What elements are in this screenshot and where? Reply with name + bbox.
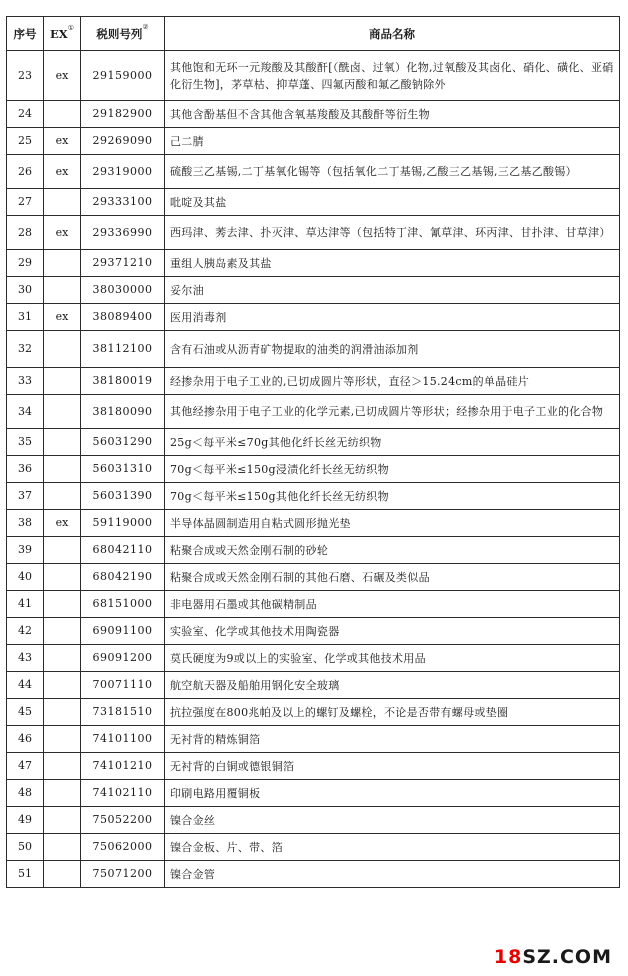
table-row [7,591,620,618]
cell-ex [44,189,81,216]
cell-code: 75062000 [81,834,165,861]
cell-code: 68042190 [81,564,165,591]
cell-code: 56031290 [81,429,165,456]
cell-seq: 30 [7,277,44,304]
cell-ex [44,250,81,277]
cell-name: 己二腈 [165,128,620,155]
cell-code: 29319000 [81,155,165,189]
cell-ex [44,101,81,128]
cell-code: 56031390 [81,483,165,510]
cell-seq: 23 [7,51,44,101]
site-watermark [494,946,612,968]
cell-code: 75052200 [81,807,165,834]
cell-seq: 31 [7,304,44,331]
cell-name: 无衬背的精炼铜箔 [165,726,620,753]
cell-seq: 37 [7,483,44,510]
cell-code: 29371210 [81,250,165,277]
cell-code: 74101100 [81,726,165,753]
table-row [7,395,620,429]
cell-seq: 33 [7,368,44,395]
cell-ex: ex [44,304,81,331]
cell-code: 69091100 [81,618,165,645]
cell-name: 无衬背的白铜或德银铜箔 [165,753,620,780]
cell-code: 29333100 [81,189,165,216]
cell-seq: 48 [7,780,44,807]
cell-seq: 43 [7,645,44,672]
cell-seq: 50 [7,834,44,861]
cell-code: 38180019 [81,368,165,395]
cell-ex: ex [44,128,81,155]
cell-ex [44,456,81,483]
cell-seq: 51 [7,861,44,888]
cell-ex [44,645,81,672]
cell-ex [44,537,81,564]
cell-name: 粘聚合成或天然金刚石制的砂轮 [165,537,620,564]
cell-name: 航空航天器及船舶用钢化安全玻璃 [165,672,620,699]
cell-seq: 25 [7,128,44,155]
cell-seq: 34 [7,395,44,429]
header-row [7,17,620,51]
table-row [7,726,620,753]
watermark-part-b: SZ.COM [522,946,612,968]
cell-name: 含有石油或从沥青矿物提取的油类的润滑油添加剂 [165,331,620,368]
table-row [7,807,620,834]
cell-name: 70g＜每平米≤150g浸渍化纤长丝无纺织物 [165,456,620,483]
table-row [7,101,620,128]
cell-code: 59119000 [81,510,165,537]
cell-code: 56031310 [81,456,165,483]
table-row [7,483,620,510]
cell-seq: 24 [7,101,44,128]
cell-ex: ex [44,155,81,189]
table-row [7,861,620,888]
cell-seq: 35 [7,429,44,456]
table-row [7,564,620,591]
cell-ex [44,429,81,456]
cell-name: 实验室、化学或其他技术用陶瓷器 [165,618,620,645]
cell-seq: 42 [7,618,44,645]
cell-ex: ex [44,510,81,537]
cell-ex [44,564,81,591]
cell-code: 68042110 [81,537,165,564]
cell-seq: 49 [7,807,44,834]
cell-seq: 46 [7,726,44,753]
table-row [7,277,620,304]
table-row [7,645,620,672]
cell-name: 70g＜每平米≤150g其他化纤长丝无纺织物 [165,483,620,510]
table-row [7,216,620,250]
cell-name: 重组人胰岛素及其盐 [165,250,620,277]
cell-name: 镍合金管 [165,861,620,888]
cell-seq: 36 [7,456,44,483]
cell-name: 西玛津、莠去津、扑灭津、草达津等（包括特丁津、氰草津、环丙津、甘扑津、甘草津） [165,216,620,250]
cell-seq: 28 [7,216,44,250]
cell-seq: 44 [7,672,44,699]
cell-seq: 38 [7,510,44,537]
cell-ex [44,834,81,861]
table-row [7,834,620,861]
header-code: 税则号列② [81,17,165,51]
table-row [7,331,620,368]
cell-code: 74102110 [81,780,165,807]
cell-code: 29182900 [81,101,165,128]
cell-seq: 41 [7,591,44,618]
cell-code: 68151000 [81,591,165,618]
table-row [7,780,620,807]
cell-name: 其他经掺杂用于电子工业的化学元素,已切成圆片等形状；经掺杂用于电子工业的化合物 [165,395,620,429]
cell-code: 38089400 [81,304,165,331]
table-row [7,189,620,216]
table-row [7,699,620,726]
cell-code: 38180090 [81,395,165,429]
cell-seq: 29 [7,250,44,277]
cell-ex [44,618,81,645]
header-ex: EX① [44,17,81,51]
cell-name: 非电器用石墨或其他碳精制品 [165,591,620,618]
cell-code: 38112100 [81,331,165,368]
cell-ex [44,861,81,888]
cell-name: 其他含酚基但不含其他含氧基羧酸及其酸酐等衍生物 [165,101,620,128]
cell-ex [44,672,81,699]
table-row [7,672,620,699]
cell-name: 妥尔油 [165,277,620,304]
table-row [7,304,620,331]
cell-seq: 45 [7,699,44,726]
cell-code: 29269090 [81,128,165,155]
table-row [7,368,620,395]
cell-code: 74101210 [81,753,165,780]
cell-code: 29159000 [81,51,165,101]
cell-code: 70071110 [81,672,165,699]
cell-name: 其他饱和无环一元羧酸及其酸酐[（酰卤、过氧）化物,过氧酸及其卤化、硝化、磺化、亚硝化衍生物]，茅草枯、抑草蓬、四氟丙酸和氟乙酸钠除外 [165,51,620,101]
cell-ex [44,699,81,726]
cell-code: 69091200 [81,645,165,672]
cell-ex [44,483,81,510]
cell-name: 抗拉强度在800兆帕及以上的螺钉及螺栓，不论是否带有螺母或垫圈 [165,699,620,726]
cell-name: 硫酸三乙基锡,二丁基氧化锡等（包括氧化二丁基锡,乙酸三乙基锡,三乙基乙酸锡） [165,155,620,189]
cell-name: 莫氏硬度为9或以上的实验室、化学或其他技术用品 [165,645,620,672]
cell-name: 半导体晶圆制造用自粘式圆形抛光垫 [165,510,620,537]
table-row [7,51,620,101]
header-code-note: ② [142,22,149,31]
cell-seq: 26 [7,155,44,189]
cell-ex [44,753,81,780]
cell-name: 吡啶及其盐 [165,189,620,216]
cell-name: 镍合金板、片、带、箔 [165,834,620,861]
cell-seq: 40 [7,564,44,591]
header-seq: 序号 [7,17,44,51]
table-row [7,128,620,155]
watermark-part-a: 18 [493,946,523,968]
cell-seq: 27 [7,189,44,216]
header-ex-note: ① [67,23,74,32]
cell-name: 25g＜每平米≤70g其他化纤长丝无纺织物 [165,429,620,456]
cell-ex: ex [44,216,81,250]
cell-seq: 32 [7,331,44,368]
cell-ex [44,807,81,834]
table-row [7,155,620,189]
cell-name: 医用消毒剂 [165,304,620,331]
cell-seq: 39 [7,537,44,564]
table-row [7,510,620,537]
cell-code: 38030000 [81,277,165,304]
cell-ex [44,277,81,304]
table-row [7,429,620,456]
cell-ex [44,395,81,429]
cell-ex [44,591,81,618]
cell-seq: 47 [7,753,44,780]
table-row [7,753,620,780]
cell-name: 镍合金丝 [165,807,620,834]
header-name: 商品名称 [165,17,620,51]
cell-code: 75071200 [81,861,165,888]
table-row [7,618,620,645]
table-row [7,456,620,483]
cell-name: 印刷电路用覆铜板 [165,780,620,807]
cell-code: 73181510 [81,699,165,726]
cell-ex: ex [44,51,81,101]
table-row [7,537,620,564]
cell-ex [44,780,81,807]
cell-ex [44,368,81,395]
cell-ex [44,331,81,368]
cell-name: 粘聚合成或天然金刚石制的其他石磨、石碾及类似品 [165,564,620,591]
cell-ex [44,726,81,753]
table-body [7,51,620,888]
cell-name: 经掺杂用于电子工业的,已切成圆片等形状，直径＞15.24cm的单晶硅片 [165,368,620,395]
tariff-table [6,16,620,888]
table-row [7,250,620,277]
cell-code: 29336990 [81,216,165,250]
